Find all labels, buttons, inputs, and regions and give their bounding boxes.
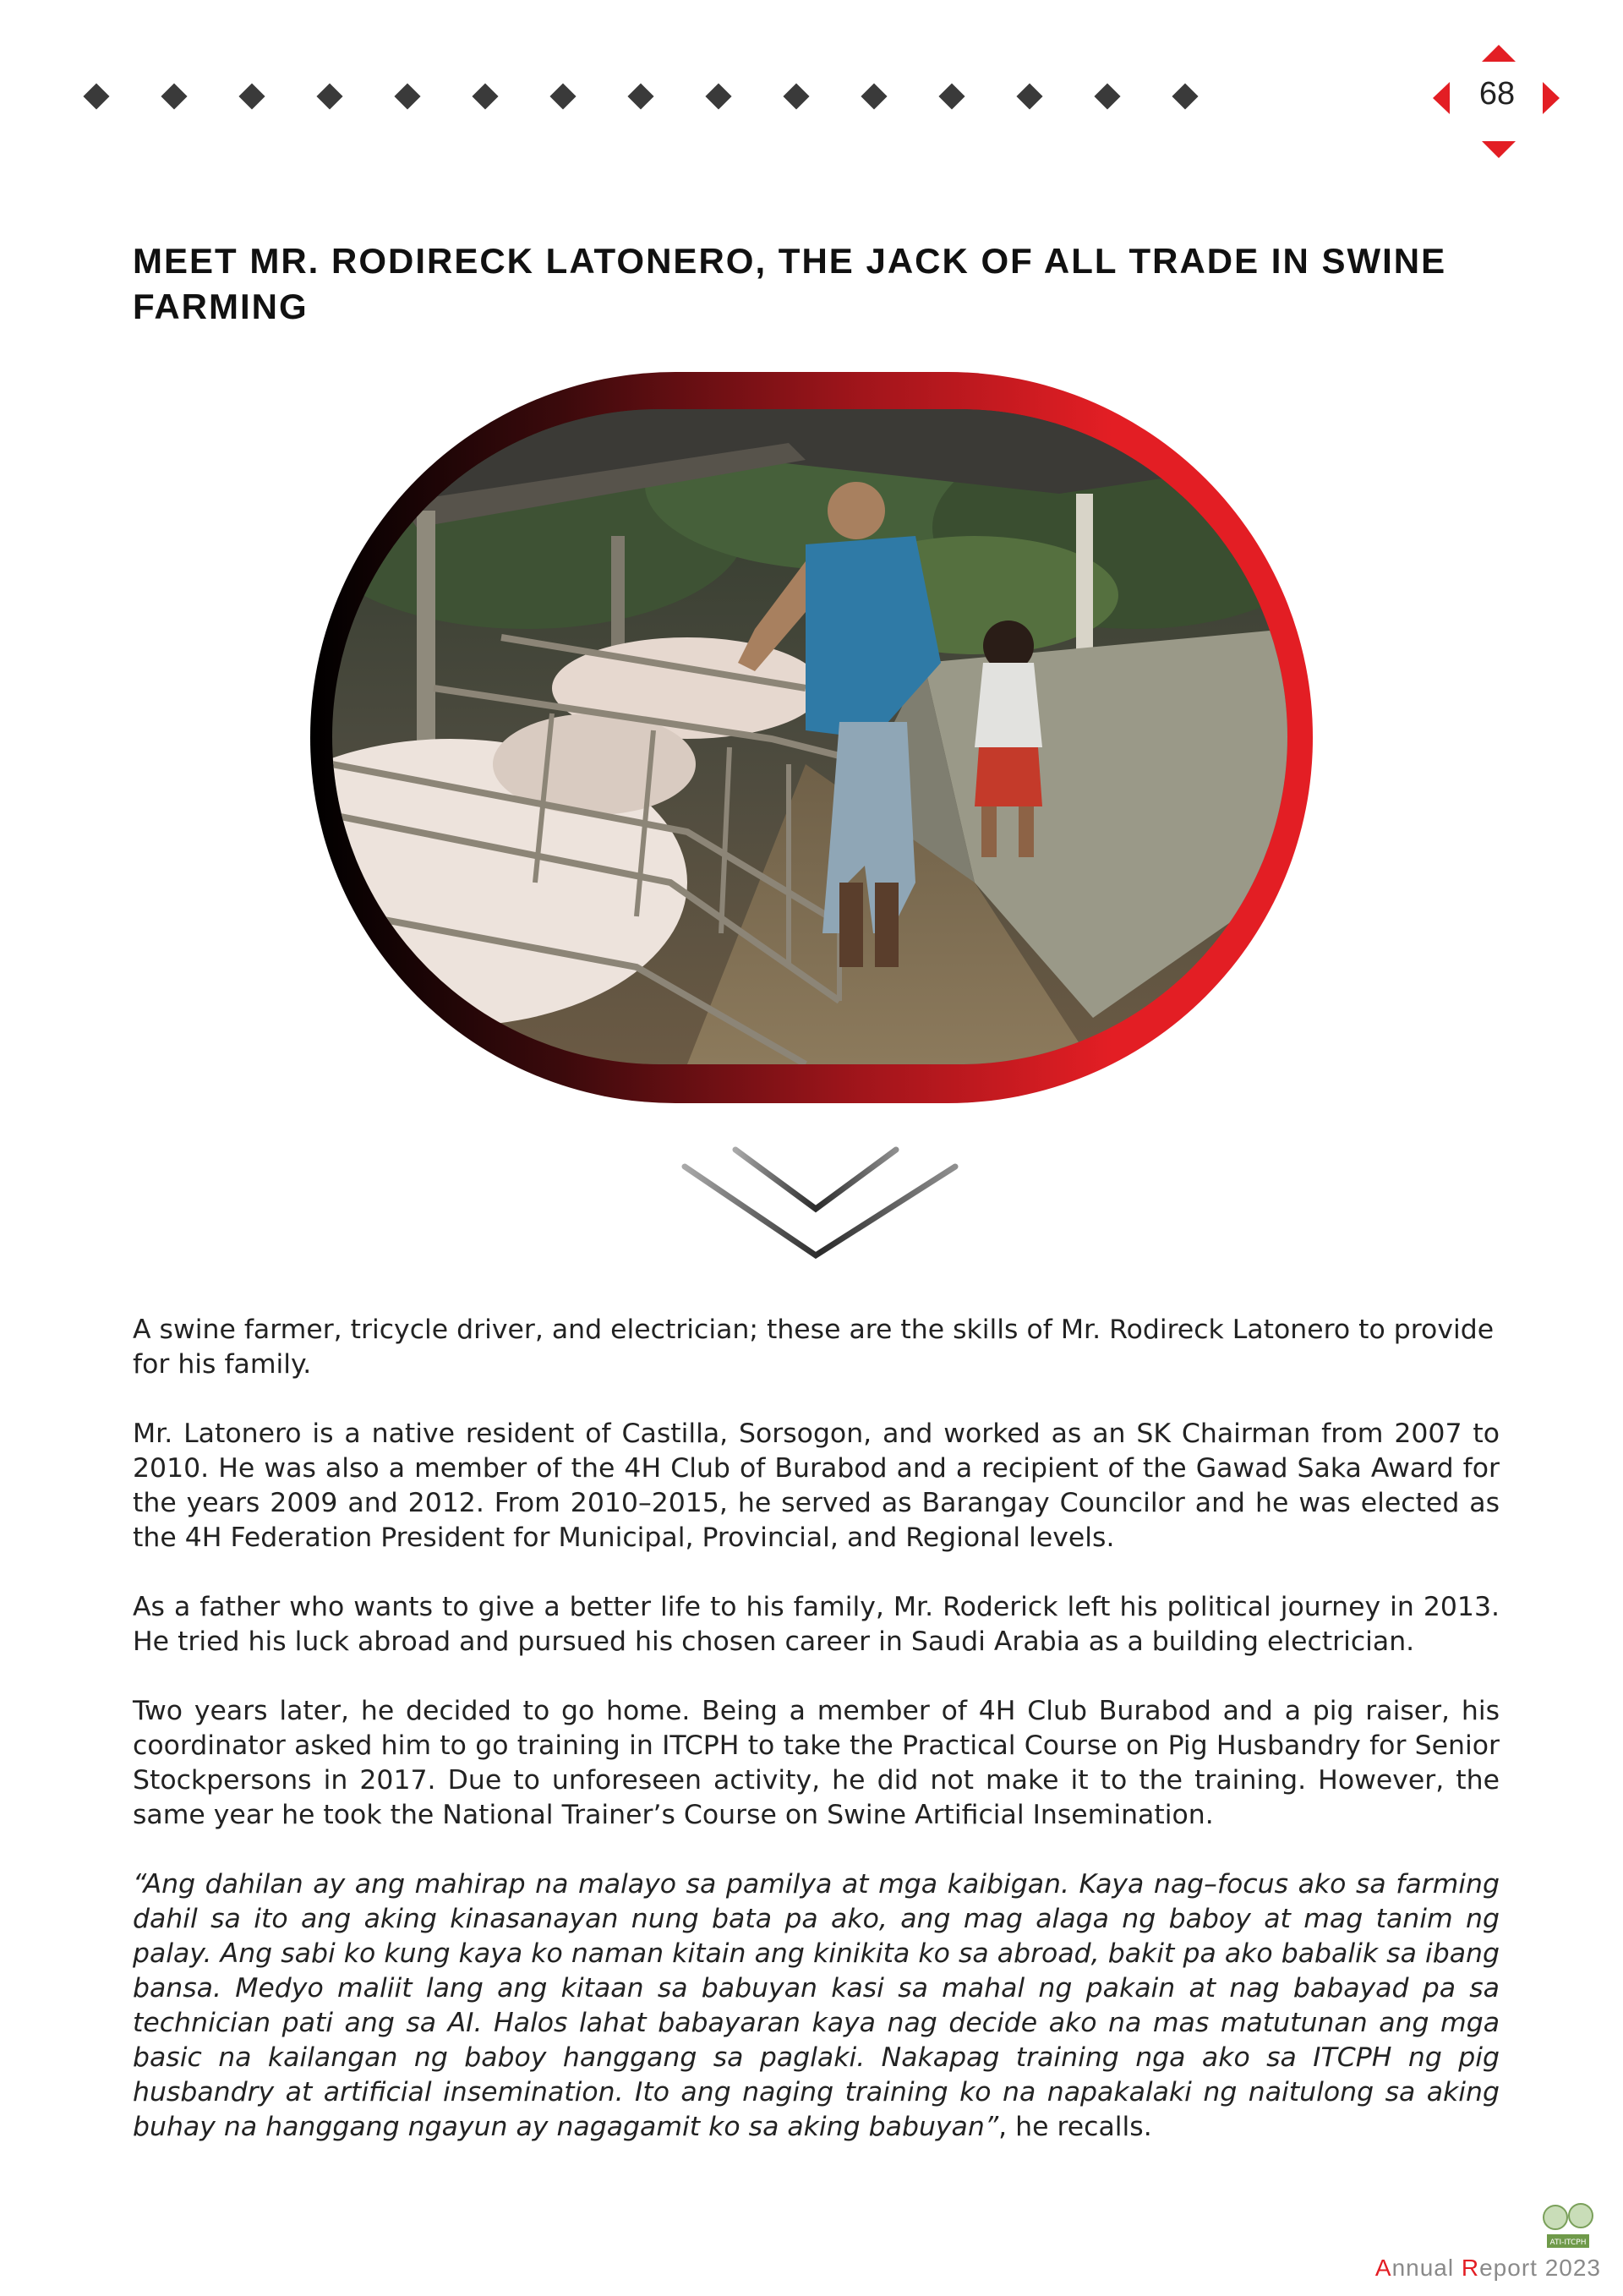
arrow-left-icon xyxy=(1433,82,1450,114)
logo-text: ATI-ITCPH xyxy=(1549,2239,1587,2247)
chevron-down-icon xyxy=(668,1137,972,1276)
article-body xyxy=(133,1313,1500,2179)
footer-letter-a: A xyxy=(1374,2255,1392,2281)
paragraph: As a father who wants to give a better life to his family, Mr. Roderick left his political journey in 2013. He tried his luck abroad and pursued his chosen career in Saudi Arabia as a building electrician. xyxy=(133,1592,1500,1657)
footer-word-annual: nnual xyxy=(1391,2255,1462,2281)
diamond-icon xyxy=(705,83,731,109)
page-number: 68 xyxy=(1478,76,1516,112)
diamond-icon xyxy=(783,83,809,109)
diamond-icon xyxy=(238,83,265,109)
diamond-icon xyxy=(861,83,887,109)
diamond-icon xyxy=(316,83,342,109)
footer-report-label xyxy=(1375,2255,1601,2282)
quote-text: “Ang dahilan ay ang mahirap na malayo sa pamilya at mga kaibigan. Kaya nag–focus ako sa farming dahil sa ito ang aking kinasanayan nung bata pa ako, ang mag alaga ng baboy at mag tanim ng palay. Ang sabi ko kung kaya ko naman kitain ang kinikita ko sa abroad, bakit pa ako babalik sa ibang bansa. Medyo maliit lang ang kitaan sa babuyan kasi sa mahal ng pakain at nag babayad pa sa technician pati ang sa AI. Halos lahat babayaran kaya nag decide ako na mas matutunan ang mga basic na kailangan ng baboy hanggang sa paglaki. Nakapag training nga ako sa ITCPH ng pig husbandry at artificial insemination. Ito ang naging training ko na napakalaki ng naitulong sa aking buhay na hanggang ngayun ay nagagamit ko sa aking babuyan” xyxy=(133,1869,1500,2142)
arrow-right-icon xyxy=(1543,82,1560,114)
diamond-icon xyxy=(161,83,187,109)
paragraph: A swine farmer, tricycle driver, and electrician; these are the skills of Mr. Rodireck Latonero to provide for his family. xyxy=(133,1315,1495,1380)
diamond-icon xyxy=(472,83,498,109)
arrow-down-icon xyxy=(1482,141,1516,158)
decorative-diamond-row xyxy=(87,87,1304,112)
article-title: MEET MR. RODIRECK LATONERO, THE JACK OF ALL TRADE IN SWINE FARMING xyxy=(133,241,1447,326)
quote-attribution: , he recalls. xyxy=(998,2112,1152,2142)
diamond-icon xyxy=(1016,83,1042,109)
ati-itcph-logo xyxy=(1538,2202,1598,2251)
footer-letter-r: R xyxy=(1461,2255,1480,2281)
page-number-indicator xyxy=(1433,38,1560,165)
paragraph: Mr. Latonero is a native resident of Castilla, Sorsogon, and worked as an SK Chairman from 2007 to 2010. He was also a member of the 4H Club of Burabod and a recipient of the Gawad Saka Award for the years 2009 and 2012. From 2010–2015, he served as Barangay Councilor and he was elected as the 4H Federation President for Municipal, Provincial, and Regional levels. xyxy=(133,1419,1500,1553)
diamond-icon xyxy=(627,83,653,109)
diamond-icon xyxy=(549,83,576,109)
diamond-icon xyxy=(1172,83,1198,109)
footer-word-report-year: eport 2023 xyxy=(1479,2255,1601,2281)
diamond-icon xyxy=(1094,83,1120,109)
farm-photo xyxy=(332,409,1287,1064)
diamond-icon xyxy=(938,83,965,109)
arrow-up-icon xyxy=(1482,45,1516,62)
diamond-icon xyxy=(394,83,420,109)
quote-paragraph xyxy=(133,1867,1500,2145)
photo-frame xyxy=(310,372,1313,1103)
diamond-icon xyxy=(83,83,109,109)
paragraph: Two years later, he decided to go home. Being a member of 4H Club Burabod and a pig raiser, his coordinator asked him to go training in ITCPH to take the Practical Course on Pig Husbandry for Senior Stockpersons in 2017. Due to unforeseen activity, he did not make it to the training. However, the same year he took the National Trainer’s Course on Swine Artificial Insemination. xyxy=(133,1696,1500,1830)
